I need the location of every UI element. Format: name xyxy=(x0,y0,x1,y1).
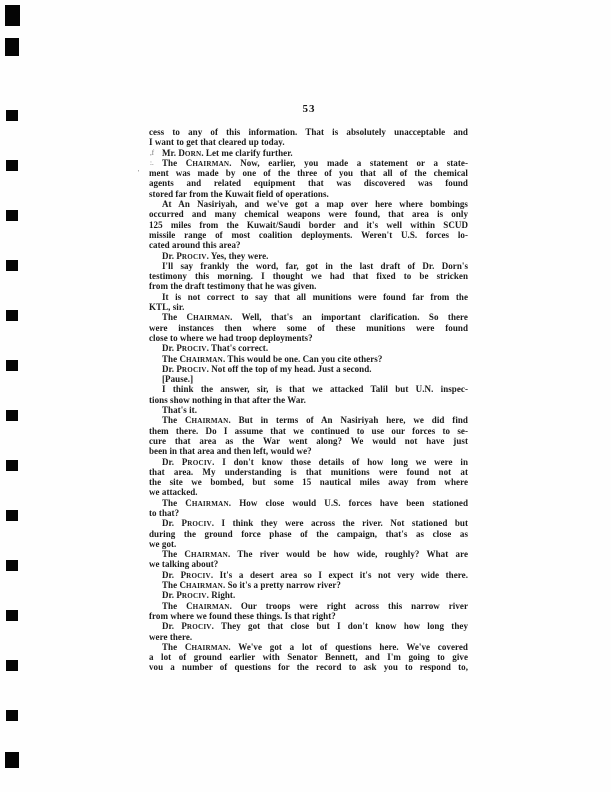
text-line: cated around this area? xyxy=(149,240,241,251)
scan-binding-mark xyxy=(6,310,18,321)
scan-binding-mark xyxy=(6,210,18,221)
text-line: Dr. PROCIV. Right. xyxy=(162,590,236,601)
text-line: Dr. PROCIV. Yes, they were. xyxy=(162,250,269,261)
text-line: cess to any of this information. That is absolutely unacceptable and xyxy=(149,127,468,137)
text-line: ,f Mr. DORN. Let me clarify further. xyxy=(150,147,293,158)
text-line: KTL, sir. xyxy=(149,302,185,313)
text-line: a lot of ground earlier with Senator Bennett, and I'm going to give xyxy=(149,652,468,663)
text-line: Dr. PROCIV. They got that close but I don't know how long they xyxy=(162,621,469,632)
text-line: stored far from the Kuwait field of operations. xyxy=(149,188,329,199)
scan-binding-mark xyxy=(5,5,20,26)
text-line: It is not correct to say that all munitions were found far from the xyxy=(162,291,468,302)
scan-binding-mark xyxy=(6,460,18,471)
scan-binding-mark xyxy=(6,260,18,271)
scan-binding-mark xyxy=(6,110,18,121)
text-line: The CHAIRMAN. This would be one. Can you cite others? xyxy=(162,353,383,364)
scan-binding-mark xyxy=(5,752,19,768)
text-line: The CHAIRMAN. So it's a pretty narrow river? xyxy=(162,580,341,591)
text-line: At An Nasiriyah, and we've got a map over here where bombings xyxy=(162,199,468,210)
scan-binding-mark xyxy=(6,660,18,671)
text-line: I want to get that cleared up today. xyxy=(149,137,285,148)
page-number: 53 xyxy=(302,103,316,115)
text-line: close to where we had troop deployments? xyxy=(149,332,313,343)
scan-binding-mark xyxy=(6,360,18,371)
text-line: to that? xyxy=(149,507,180,518)
text-line: from the draft testimony that he was given. xyxy=(149,281,317,292)
scan-binding-mark xyxy=(6,560,18,571)
text-line: Dr. PROCIV. It's a desert area so I expect it's not very wide there. xyxy=(162,569,468,580)
text-line: vou a number of questions for the record to ask you to respond to, xyxy=(149,662,468,673)
scan-speckle: ' xyxy=(138,169,140,178)
scan-binding-mark xyxy=(6,710,18,721)
text-line: I think the answer, sir, is that we attacked Talil but U.N. inspec- xyxy=(162,384,468,395)
text-line: the site we bombed, but some 15 nautical miles away from where xyxy=(149,477,468,488)
text-line: we talking about? xyxy=(149,559,219,570)
text-line: we attacked. xyxy=(149,487,198,498)
text-line: The CHAIRMAN. Well, that's an important clarification. So there xyxy=(162,312,468,323)
text-line: The CHAIRMAN. How close would U.S. forces have been stationed xyxy=(162,497,468,508)
scan-binding-mark xyxy=(5,38,19,56)
text-line: cure that area as the War went along? We would not have just xyxy=(149,435,468,446)
scan-speckle: ,f xyxy=(150,148,155,157)
text-line: were instances then where some of these munitions were found xyxy=(149,322,468,333)
text-line: were there. xyxy=(149,631,193,642)
text-line: occurred and many chemical weapons were found, that area is only xyxy=(149,209,468,220)
text-line: tions show nothing in that after the War. xyxy=(149,394,306,405)
scan-binding-mark xyxy=(6,610,18,621)
text-line: ' ment was made by one of the three of you that all of the chemical xyxy=(138,168,468,179)
text-line: 125 miles from the Kuwait/Saudi border and it's well within SCUD xyxy=(149,219,468,230)
text-line: them there. Do I assume that we continued to use our forces to se- xyxy=(149,425,468,436)
text-line: The CHAIRMAN. The river would be how wide, roughly? What are xyxy=(162,549,468,560)
text-line: missile range of most coalition deployments. Weren't U.S. forces lo- xyxy=(149,229,468,240)
text-line: I'll say frankly the word, far, got in the last draft of Dr. Dorn's xyxy=(162,260,468,271)
text-block xyxy=(138,127,469,673)
text-line: The CHAIRMAN. But in terms of An Nasiriyah here, we did find xyxy=(162,415,468,426)
text-line: Dr. PROCIV. I think they were across the river. Not stationed but xyxy=(162,518,469,529)
text-line: Dr. PROCIV. That's correct. xyxy=(162,343,269,354)
text-line: been in that area and then left, would we? xyxy=(149,446,312,457)
text-line: [Pause.] xyxy=(162,374,194,385)
text-line: The CHAIRMAN. Our troops were right across this narrow river xyxy=(162,600,468,611)
text-line: Dr. PROCIV. Not off the top of my head. Just a second. xyxy=(162,363,372,374)
text-line: from where we found these things. Is that right? xyxy=(149,610,336,621)
text-line: That's it. xyxy=(162,405,198,416)
scan-binding-mark xyxy=(6,160,18,171)
text-line: The CHAIRMAN. We've got a lot of questions here. We've covered xyxy=(162,641,468,652)
text-line: that area. My understanding is that munitions were found not at xyxy=(149,466,468,477)
text-line: agents and related equipment that was discovered was found xyxy=(149,178,468,189)
text-line: :. The CHAIRMAN. Now, earlier, you made a statement or a state- xyxy=(150,157,468,168)
text-line: Dr. PROCIV. I don't know those details of how long we were in xyxy=(162,456,468,467)
scan-binding-mark xyxy=(6,410,18,421)
text-line: we got. xyxy=(149,538,177,549)
scan-speckle: :. xyxy=(150,158,154,167)
text-line: testimony this morning. I thought we had that fixed to be stricken xyxy=(149,271,468,282)
text-line: during the ground force phase of the campaign, that's as close as xyxy=(149,528,468,539)
scan-binding-mark xyxy=(6,510,18,521)
